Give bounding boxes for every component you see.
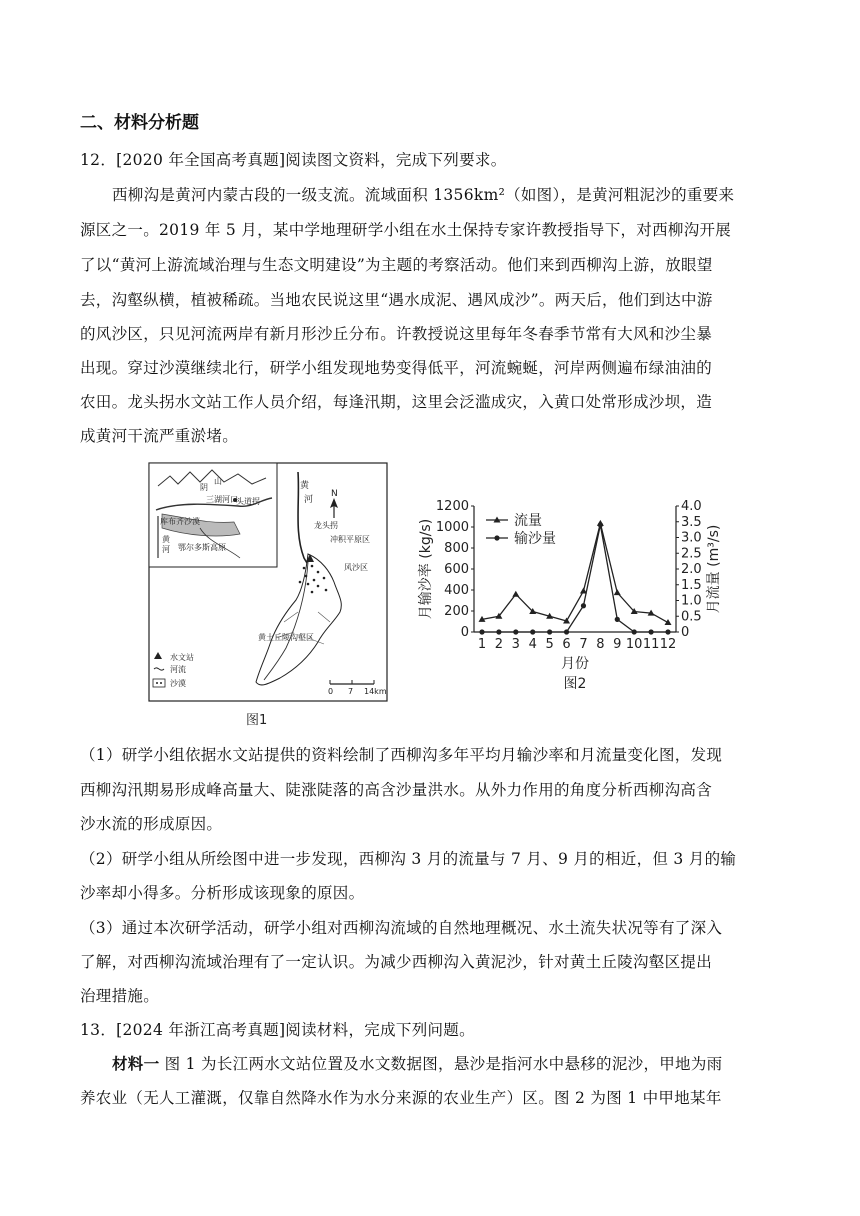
y-tick-label-right: 1.0 xyxy=(681,593,702,609)
q12-para-line: 去，沟壑纵横，植被稀疏。当地农民说这里“遇水成泥、遇风成沙”。两天后，他们到达中游 xyxy=(80,291,713,309)
data-point-sediment xyxy=(598,522,603,527)
y-axis-label-right: 月流量 (m³/s) xyxy=(706,524,722,614)
data-point-flow xyxy=(580,588,587,594)
map-label: 黄 xyxy=(300,481,310,491)
map-label: 河 xyxy=(304,495,314,505)
y-tick-label-right: 3.0 xyxy=(681,530,702,546)
map-label: 冲积平原区 xyxy=(330,535,370,544)
material-label: 材料一 xyxy=(112,1054,160,1073)
x-tick-label: 12 xyxy=(659,637,677,652)
q12-sub3-line: （3）通过本次研学活动，研学小组对西柳沟流域的自然地理概况、水土流失状况等有了深入 xyxy=(80,919,723,937)
fig1-caption: 图1 xyxy=(246,713,268,728)
inset-label: 黄 xyxy=(162,535,170,544)
q12-sub2-line: （2）研学小组从所绘图中进一步发现，西柳沟 3 月的流量与 7 月、9 月的相近，但 3 月的输 xyxy=(80,850,737,868)
data-point-sediment xyxy=(547,629,552,634)
inset-label: 库布齐沙漠 xyxy=(160,517,200,526)
x-tick-label: 8 xyxy=(596,637,605,652)
legend-label: 输沙量 xyxy=(514,531,556,547)
q12-para-line: 源区之一。2019 年 5 月，某中学地理研学小组在水土保持专家许教授指导下，对西柳沟开展 xyxy=(80,221,732,239)
data-point-sediment xyxy=(530,629,535,634)
x-tick-label: 1 xyxy=(477,637,487,652)
y-tick-label-right: 4.0 xyxy=(681,499,702,514)
q12-sub1-line: 西柳沟汛期易形成峰高量大、陡涨陡落的高含沙量洪水。从外力作用的角度分析西柳沟高含 xyxy=(80,781,713,799)
inset-label: 阴 xyxy=(200,483,208,492)
q13-heading: 13．[2024 年浙江高考真题]阅读材料，完成下列问题。 xyxy=(80,1021,475,1039)
legend-label: 河流 xyxy=(170,665,186,674)
y-tick-label-right: 0 xyxy=(681,625,690,640)
y-tick-label-left: 1000 xyxy=(435,520,469,535)
inset-label: 头道拐 xyxy=(236,497,260,506)
q13-text: 图 1 为长江两水文站位置及水文数据图，悬沙是指河水中悬移的泥沙，甲地为雨 xyxy=(164,1055,723,1073)
y-tick-label-right: 2.5 xyxy=(681,546,702,562)
x-tick-label: 5 xyxy=(545,637,554,652)
x-tick-label: 10 xyxy=(625,637,643,652)
legend-label: 流量 xyxy=(514,513,542,529)
inset-label: 三湖河口 xyxy=(206,495,238,504)
data-point-flow xyxy=(665,619,672,625)
legend-label: 沙漠 xyxy=(170,679,186,688)
scale-label: 7 xyxy=(348,687,354,696)
y-tick-label-right: 1.5 xyxy=(681,577,702,593)
y-tick-label-left: 800 xyxy=(444,541,469,556)
scale-label: 14km xyxy=(364,687,387,696)
fig2-chart xyxy=(406,496,722,706)
fig1-map xyxy=(148,462,398,732)
data-point-sediment xyxy=(632,629,637,634)
data-point-flow xyxy=(614,589,621,595)
q13-line: 养农业（无人工灌溉，仅靠自然降水作为水分来源的农业生产）区。图 2 为图 1 中甲地某年 xyxy=(80,1089,722,1107)
section-title: 二、材料分析题 xyxy=(80,113,199,133)
data-point-sediment xyxy=(564,629,569,634)
q12-para-line: 西柳沟是黄河内蒙古段的一级支流。流域面积 1356km²（如图），是黄河粗泥沙的重要来 xyxy=(112,186,735,204)
data-point-sediment xyxy=(648,629,653,634)
data-point-sediment xyxy=(513,629,518,634)
x-tick-label: 3 xyxy=(511,637,520,652)
fig2-caption: 图2 xyxy=(563,676,587,692)
inset-label: 山 xyxy=(214,477,222,486)
map-label: 黄土丘陵沟壑区 xyxy=(258,633,314,642)
x-tick-label: 4 xyxy=(528,637,537,652)
series-line-2 xyxy=(482,525,668,632)
figure-area xyxy=(148,462,722,732)
q12-para-line: 农田。龙头拐水文站工作人员介绍，每逢汛期，这里会泛滥成灾，入黄口处常形成沙坝，造 xyxy=(80,393,713,411)
data-point-sediment xyxy=(581,603,586,608)
q12-sub1-line: 沙水流的形成原因。 xyxy=(80,815,223,833)
q12-sub2-line: 沙率却小得多。分析形成该现象的原因。 xyxy=(80,884,365,902)
q12-para-line: 了以“黄河上游流域治理与生态文明建设”为主题的考察活动。他们来到西柳沟上游，放眼望 xyxy=(80,256,713,274)
x-tick-label: 9 xyxy=(613,637,622,652)
legend-marker xyxy=(494,535,499,540)
y-tick-label-right: 3.5 xyxy=(681,514,702,530)
inset-label: 鄂尔多斯高原 xyxy=(178,543,226,552)
inset-label: 河 xyxy=(162,545,170,554)
data-point-flow xyxy=(512,591,519,597)
x-tick-label: 6 xyxy=(562,637,571,652)
y-tick-label-left: 1200 xyxy=(435,499,469,514)
data-point-sediment xyxy=(665,629,670,634)
x-axis-label: 月份 xyxy=(561,656,589,672)
q12-sub3-line: 了解，对西柳沟流域治理有了一定认识。为减少西柳沟入黄泥沙，针对黄土丘陵沟壑区提出 xyxy=(80,953,713,971)
map-label: 龙头拐 xyxy=(314,521,338,530)
q12-para-line: 的风沙区，只见河流两岸有新月形沙丘分布。许教授说这里每年冬春季节常有大风和沙尘暴 xyxy=(80,325,713,343)
q12-sub3-line: 治理措施。 xyxy=(80,987,160,1005)
x-tick-label: 2 xyxy=(494,637,504,652)
scale-label: 0 xyxy=(328,687,334,696)
y-tick-label-left: 400 xyxy=(444,583,469,598)
north-arrow-label: N xyxy=(331,489,338,499)
legend-label: 水文站 xyxy=(170,653,194,662)
y-tick-label-left: 600 xyxy=(444,562,469,577)
y-tick-label-left: 200 xyxy=(444,604,469,619)
data-point-sediment xyxy=(479,629,484,634)
x-tick-label: 11 xyxy=(642,637,660,652)
q12-sub1-line: （1）研学小组依据水文站提供的资料绘制了西柳沟多年平均月输沙率和月流量变化图，发现 xyxy=(80,746,723,764)
y-tick-label-left: 0 xyxy=(460,625,469,640)
q12-para-line: 出现。穿过沙漠继续北行，研学小组发现地势变得低平，河流蜿蜒，河岸两侧遍布绿油油的 xyxy=(80,359,713,377)
q12-para-line: 成黄河干流严重淤堵。 xyxy=(80,427,239,445)
y-tick-label-right: 2.0 xyxy=(681,562,702,577)
y-tick-label-right: 0.5 xyxy=(681,609,702,625)
q13-line xyxy=(112,1054,722,1074)
x-tick-label: 7 xyxy=(579,637,588,652)
map-label: 风沙区 xyxy=(344,563,368,572)
data-point-sediment xyxy=(496,629,501,634)
y-axis-label-left: 月输沙率 (kg/s) xyxy=(418,518,434,620)
series-line-1 xyxy=(482,523,668,622)
q12-heading: 12．[2020 年全国高考真题]阅读图文资料，完成下列要求。 xyxy=(80,151,507,169)
data-point-sediment xyxy=(615,617,620,622)
